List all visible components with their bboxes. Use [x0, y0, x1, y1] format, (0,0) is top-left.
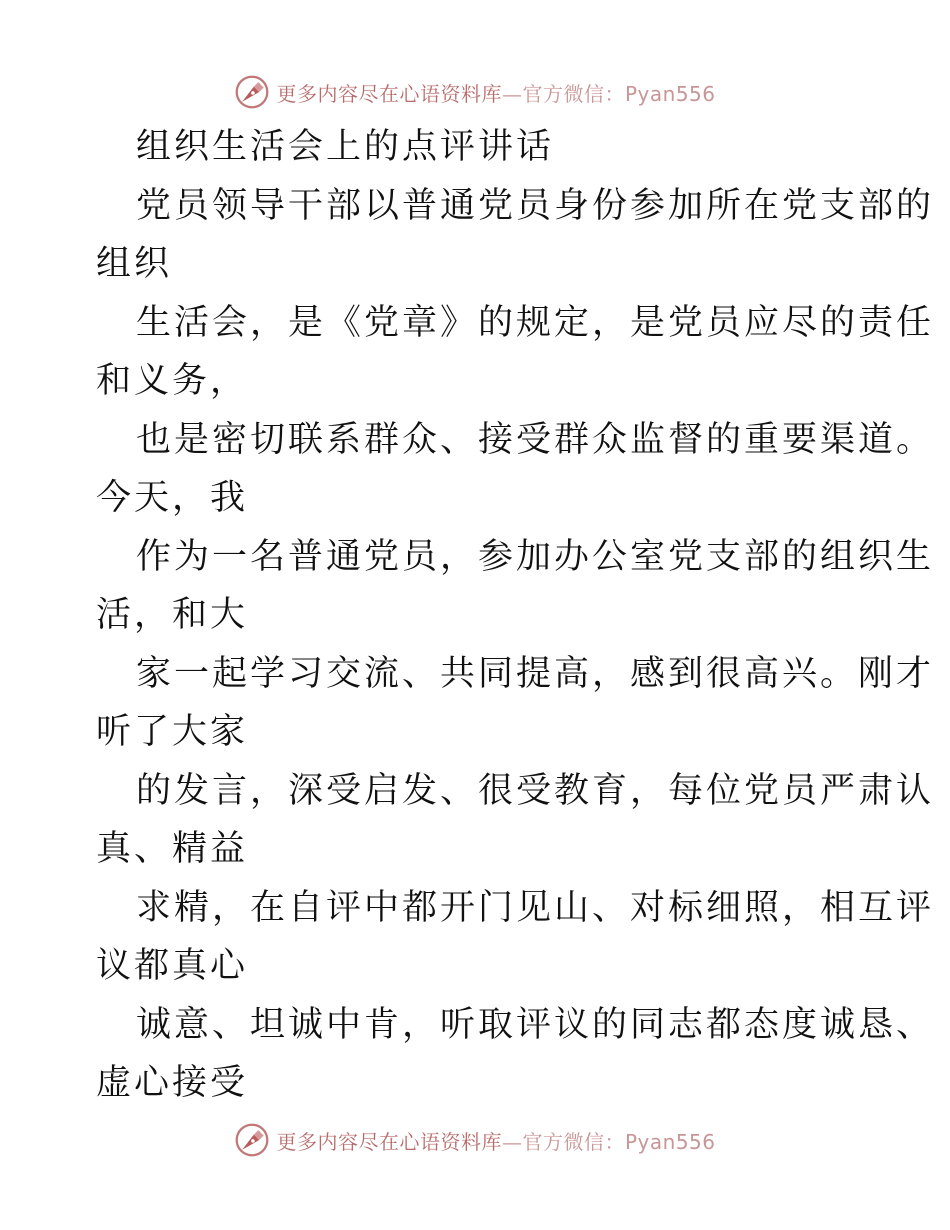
document-line: 今天，我	[96, 478, 249, 518]
watermark-separator: —	[501, 1129, 523, 1154]
document-line: 也是密切联系群众、接受群众监督的重要渠道。	[136, 419, 935, 460]
watermark-official: 官方微信：	[522, 1129, 625, 1154]
watermark-official: 官方微信：	[522, 81, 625, 106]
header-watermark	[0, 70, 950, 114]
watermark-main-text: 更多内容尽在心语资料库	[276, 81, 502, 106]
watermark-main-text: 更多内容尽在心语资料库	[276, 1129, 502, 1154]
document-line: 议都真心	[96, 946, 249, 986]
document-body	[96, 118, 935, 1113]
document-line: 家一起学习交流、共同提高，感到很高兴。刚才	[136, 653, 935, 694]
document-line: 和义务，	[96, 361, 249, 401]
document-line: 生活会，是《党章》的规定，是党员应尽的责任	[136, 302, 935, 343]
document-line: 虚心接受	[96, 1063, 249, 1103]
document-line: 听了大家	[96, 712, 249, 752]
document-line: 的发言，深受启发、很受教育，每位党员严肃认	[136, 770, 935, 811]
document-line: 作为一名普通党员，参加办公室党支部的组织生	[136, 536, 935, 577]
footer-watermark	[0, 1118, 950, 1162]
document-line: 求精，在自评中都开门见山、对标细照，相互评	[136, 887, 935, 928]
pen-nib-logo-icon	[234, 74, 270, 110]
document-line: 党员领导干部以普通党员身份参加所在党支部的	[136, 185, 935, 226]
document-line: 真、精益	[96, 829, 249, 869]
document-line: 组织	[96, 244, 173, 284]
document-line: 诚意、坦诚中肯，听取评议的同志都态度诚恳、	[136, 1004, 935, 1045]
document-line: 活，和大	[96, 595, 249, 635]
document-title: 组织生活会上的点评讲话	[136, 127, 555, 167]
watermark-contact: Pyan556	[624, 81, 716, 106]
pen-nib-logo-icon	[234, 1122, 270, 1158]
watermark-separator: —	[501, 81, 523, 106]
watermark-contact: Pyan556	[624, 1129, 716, 1154]
